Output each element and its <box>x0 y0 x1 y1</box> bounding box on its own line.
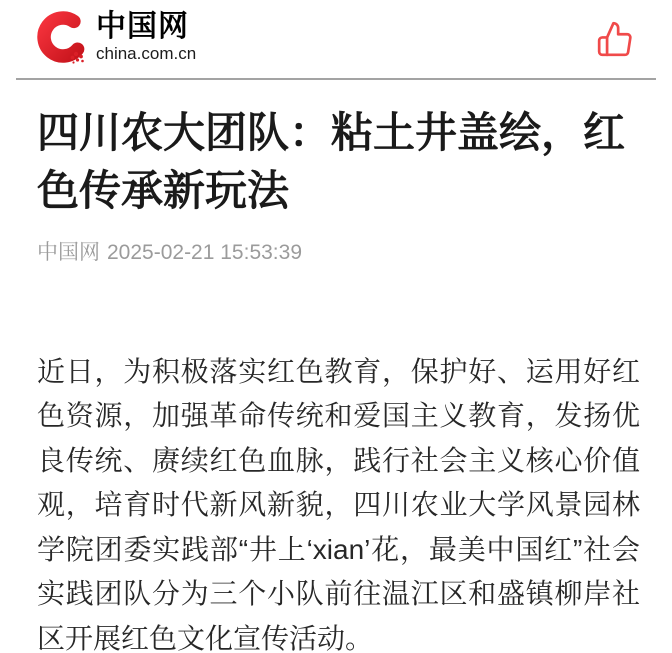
article-byline <box>37 236 640 266</box>
article-timestamp: 2025-02-21 15:53:39 <box>107 240 302 264</box>
site-domain: china.com.cn <box>96 44 197 64</box>
like-button[interactable] <box>596 20 634 58</box>
thumbs-up-icon <box>596 20 634 58</box>
site-header <box>0 0 672 78</box>
header-divider <box>16 78 656 80</box>
article <box>0 104 672 653</box>
article-body: 近日，为积极落实红色教育，保护好、运用好红色资源，加强革命传统和爱国主义教育，发扬优良传统、赓续红色血脉，践行社会主义核心价值观，培育时代新风新貌，四川农业大学风景园林学院团委实践部“井上‘xian’花，最美中国红”社会实践团队分为三个小队前往温江区和盛镇柳岸社区开展红色文化宣传活动。 <box>37 355 640 653</box>
article-title: 四川农大团队：粘土井盖绘，红色传承新玩法 <box>37 109 626 214</box>
china-net-logo-icon <box>36 10 90 64</box>
site-name: 中国网 <box>96 10 189 44</box>
brand-text <box>96 10 196 64</box>
article-source: 中国网 <box>37 240 100 264</box>
site-logo-link[interactable] <box>36 10 196 64</box>
